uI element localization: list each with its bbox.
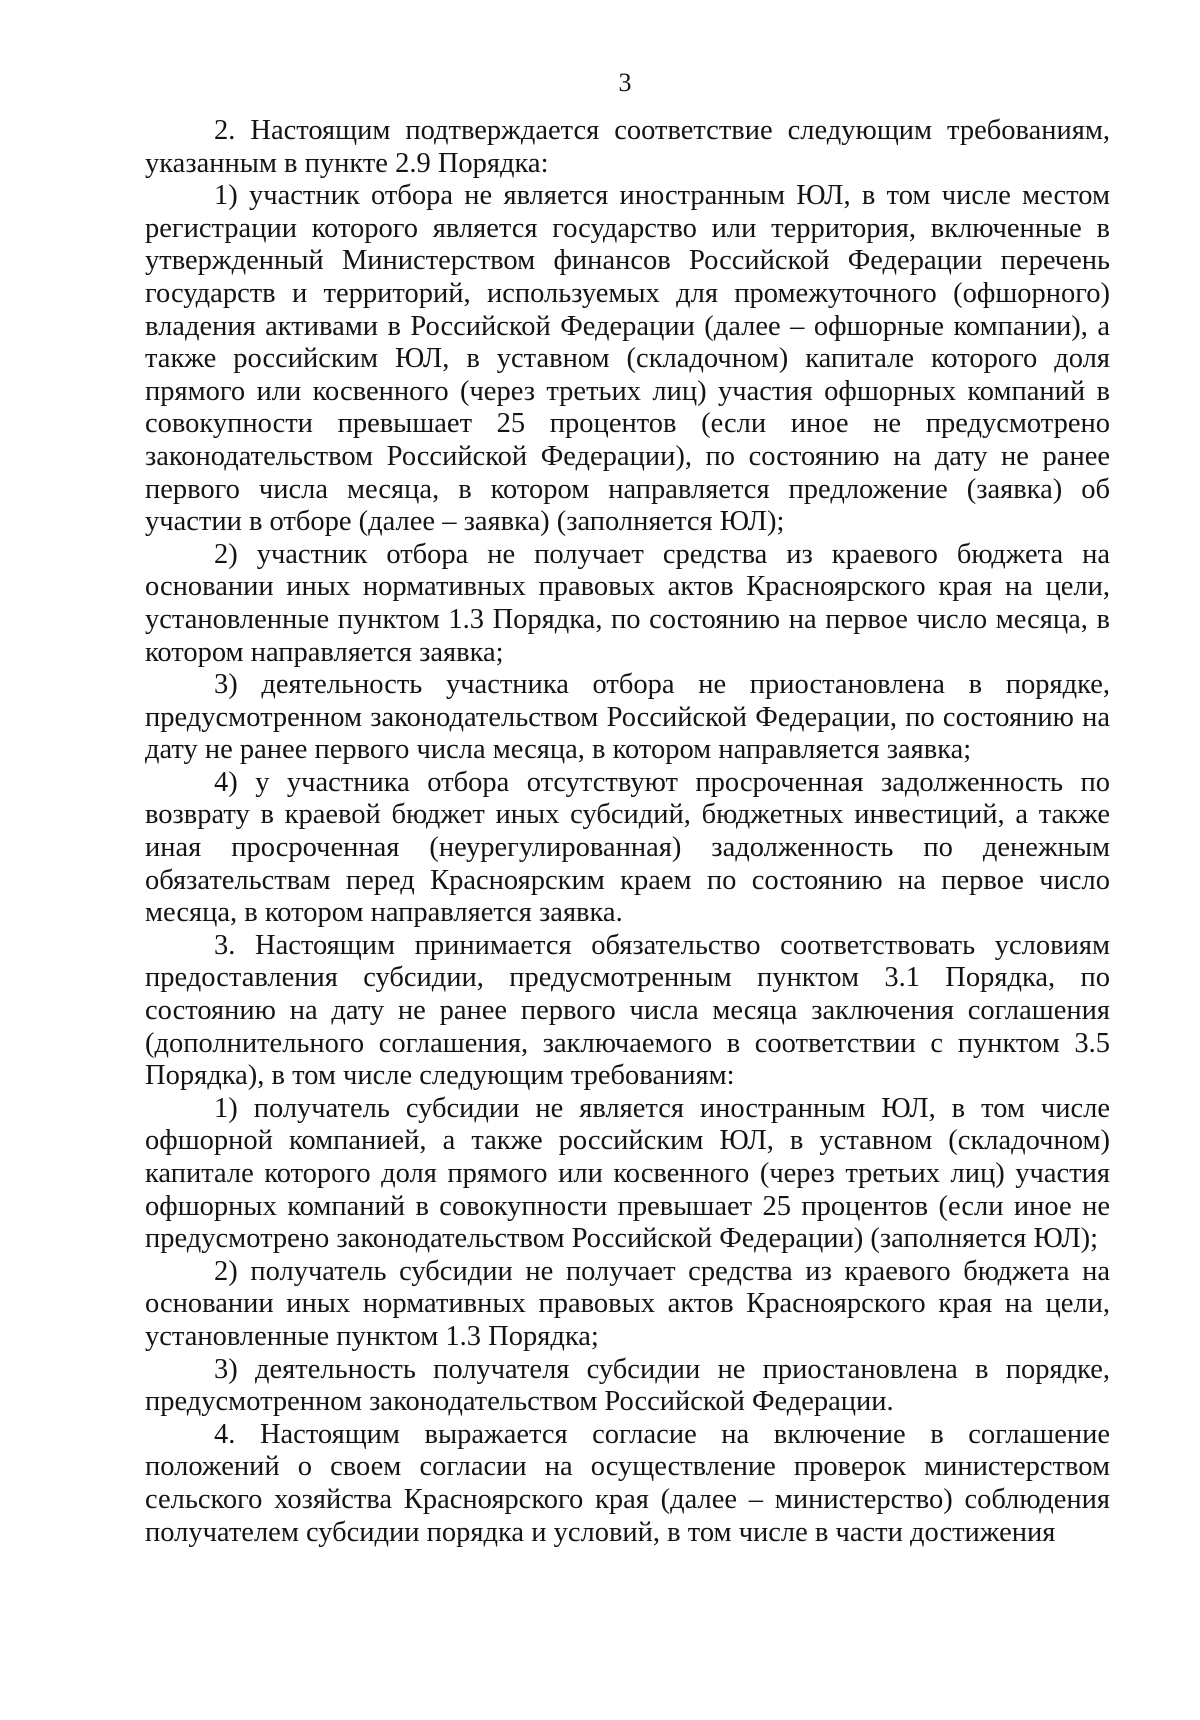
paragraph-item-4: 4. Настоящим выражается согласие на включение в соглашение положений о своем согласии на осуществление проверок министерством сельского хозяйства Красноярского края (далее – министерство) соблюдения получателем субсидии порядка и условий, в том числе в части достижения xyxy=(145,1418,1110,1548)
paragraph-item-2: 2. Настоящим подтверждается соответствие следующим требованиям, указанным в пункте 2.9 Порядка: xyxy=(145,115,1110,179)
paragraph-item-3-3: 3) деятельность получателя субсидии не приостановлена в порядке, предусмотренном законодательством Российской Федерации. xyxy=(145,1353,1110,1418)
page-number: 3 xyxy=(618,68,632,97)
paragraph-item-2-2: 2) участник отбора не получает средства из краевого бюджета на основании иных нормативных правовых актов Красноярского края на цели, установленные пунктом 1.3 Порядка, по состоянию на первое число месяца, в котором направляется заявка; xyxy=(145,538,1110,668)
document-body xyxy=(145,115,1110,1549)
paragraph-item-2-1: 1) участник отбора не является иностранным ЮЛ, в том числе местом регистрации которого является государство или территория, включенные в утвержденный Министерством финансов Российской Федерации перечень государств и территорий, используемых для промежуточного (офшорного) владения активами в Российской Федерации (далее – офшорные компании), а также российским ЮЛ, в уставном (складочном) капитале которого доля прямого или косвенного (через третьих лиц) участия офшорных компаний в совокупности превышает 25 процентов (если иное не предусмотрено законодательством Российской Федерации), по состоянию на дату не ранее первого числа месяца, в котором направляется предложение (заявка) об участии в отборе (далее – заявка) (заполняется ЮЛ); xyxy=(145,180,1110,538)
paragraph-item-3: 3. Настоящим принимается обязательство соответствовать условиям предоставления субсидии, предусмотренным пунктом 3.1 Порядка, по состоянию на дату не ранее первого числа месяца заключения соглашения (дополнительного соглашения, заключаемого в соответствии с пунктом 3.5 Порядка), в том числе следующим требованиям: xyxy=(145,929,1110,1092)
paragraph-item-2-4: 4) у участника отбора отсутствуют просроченная задолженность по возврату в краевой бюджет иных субсидий, бюджетных инвестиций, а также иная просроченная (неурегулированная) задолженность по денежным обязательствам перед Красноярским краем по состоянию на первое число месяца, в котором направляется заявка. xyxy=(145,766,1110,929)
paragraph-item-3-2: 2) получатель субсидии не получает средства из краевого бюджета на основании иных нормативных правовых актов Красноярского края на цели, установленные пунктом 1.3 Порядка; xyxy=(145,1255,1110,1352)
paragraph-item-2-3: 3) деятельность участника отбора не приостановлена в порядке, предусмотренном законодательством Российской Федерации, по состоянию на дату не ранее первого числа месяца, в котором направляется заявка; xyxy=(145,669,1110,766)
paragraph-item-3-1: 1) получатель субсидии не является иностранным ЮЛ, в том числе офшорной компанией, а также российским ЮЛ, в уставном (складочном) капитале которого доля прямого или косвенного (через третьих лиц) участия офшорных компаний в совокупности превышает 25 процентов (если иное не предусмотрено законодательством Российской Федерации) (заполняется ЮЛ); xyxy=(145,1092,1110,1255)
